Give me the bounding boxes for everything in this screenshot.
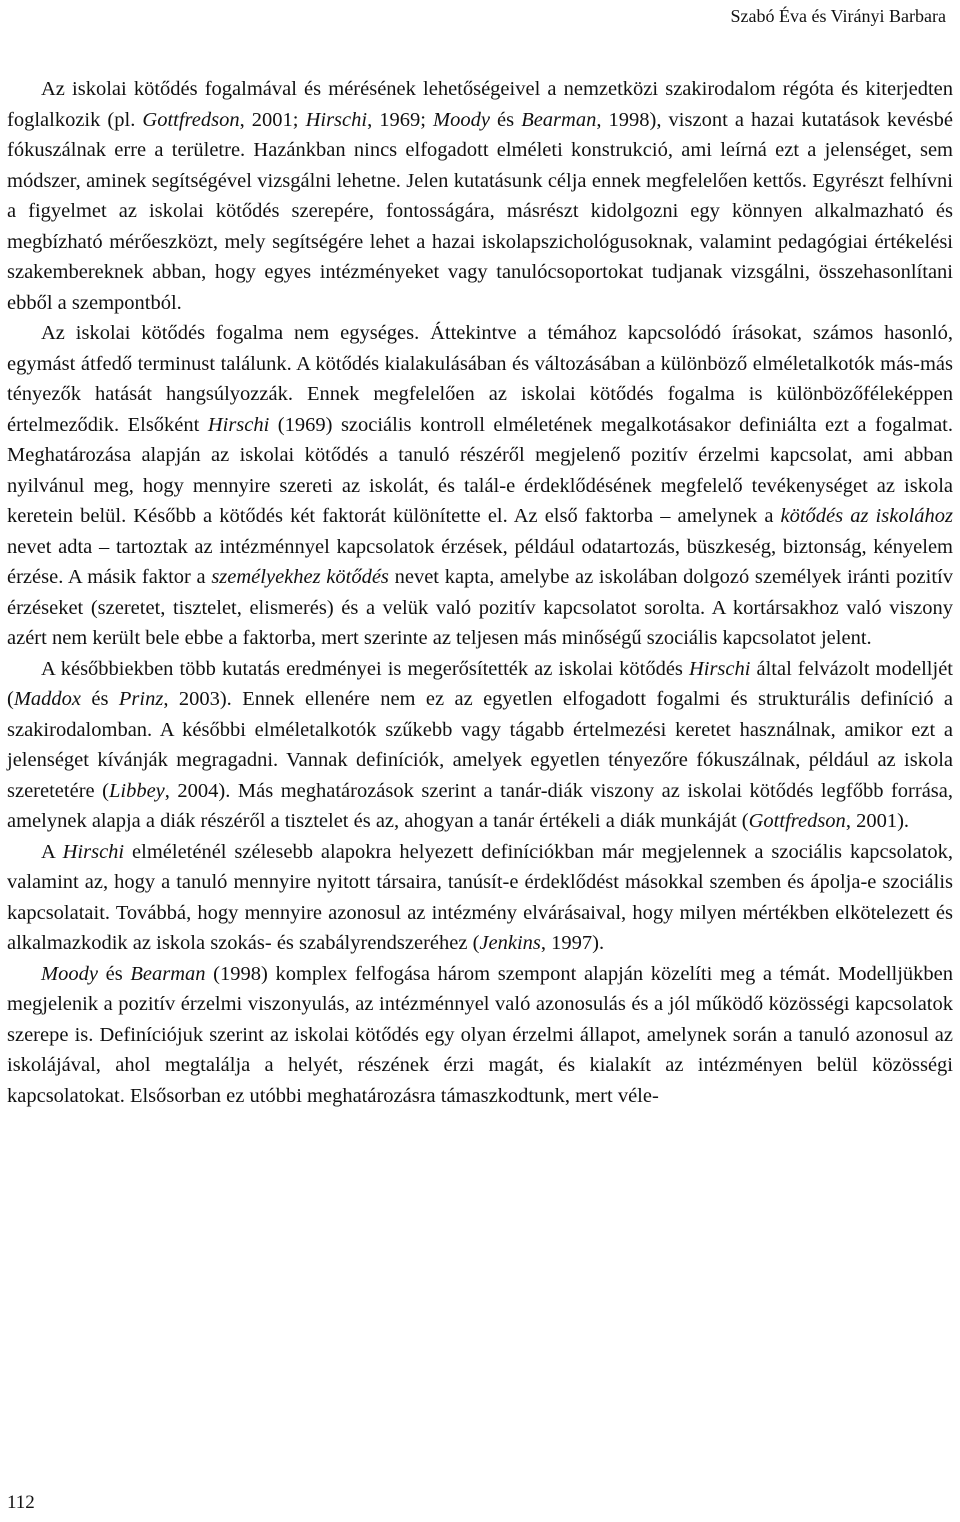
text-run: , 1969;: [367, 108, 434, 131]
italic-citation: Moody: [41, 962, 98, 985]
italic-citation: Jenkins: [479, 932, 541, 954]
italic-citation: Prinz: [118, 688, 164, 710]
text-run: , 2001;: [239, 108, 306, 131]
paragraph: [7, 959, 953, 1112]
italic-citation: Libbey: [108, 779, 165, 802]
page-number: 112: [7, 1492, 35, 1513]
text-run: nevet kapta, amelybe az iskolában dolgozó személyek iránti pozitív érzéseket (szeretet, tisztelet, elismerés) és a velük való pozitív kapcsolatot sorolta. A kortársakhoz való viszony azért nem került bele ebbe a faktorba, mert szerinte az teljesen más minőségű szociális kapcsolatot jelent.: [7, 566, 953, 649]
paragraph: [7, 74, 953, 318]
text-run: A: [41, 840, 63, 863]
text-run: és: [489, 108, 522, 131]
italic-citation: Hirschi: [688, 657, 751, 680]
text-run: , 2003). Ennek ellenére nem ez az egyetlen elfogadott fogalmi és strukturális definíció a szakirodalomban. A későbbi elméletalkotók szűkebb vagy tágabb értelmezési keretet használnak, amikor ezt a jelenséget kívánják megragadni. Vannak definíciók, amelyek egyetlen tényezőre fókuszálnak, például az iskola szeretetére (: [7, 688, 954, 802]
italic-citation: Maddox: [13, 688, 82, 710]
italic-citation: Moody: [433, 108, 490, 131]
text-run: , 1998), viszont a hazai kutatások kevésbé fókuszálnak erre a területre. Hazánkban nincs elfogadott elméleti konstrukció, ami leírná ezt a jelenséget, sem módszer, aminek segítségével vizsgálni lehetne. Jelen kutatásunk célja ennek megfelelően kettős. Egyrészt felhívni a figyelmet az iskolai kötődés szerepére, fontosságára, másrészt kidolgozni egy könnyen alkalmazható és megbízható mérőeszközt, mely segítségére lehet a hazai iskolapszichológusoknak, valamint pedagógiai értékelési szakembereknek abban, hogy egyes intézményeket vagy tanulócsoportokat tudjanak vizsgálni, összehasonlítani ebből a szempontból.: [7, 108, 953, 314]
article-body: [7, 74, 953, 1111]
italic-citation: kötődés az iskolához: [780, 505, 953, 527]
text-run: nevet adta – tartoztak az intézménnyel kapcsolatok érzések, például odatartozás, büszkeség, biztonság, kényelem érzése. A másik faktor a: [7, 535, 953, 588]
text-run: , 2001).: [845, 810, 910, 832]
italic-citation: Hirschi: [207, 413, 270, 436]
text-run: (1998) komplex felfogása három szempont alapján közelíti meg a témát. Modelljükben megjelenik a pozitív érzelmi viszonyulás, az intézménnyel való azonosulás és a jól működő közösségi kapcsolatok szerepe is. Definíciójuk szerint az iskolai kötődés egy olyan érzelmi állapot, amelynek során a tanuló azonosul az iskolájával, ahol megtalálja a helyét, részének érzi magát, és kialakít az intézményen belül közösségi kapcsolatokat. Elsősorban ez utóbbi meghatározásra támaszkodtunk, mert véle-: [7, 962, 953, 1107]
text-run: , 2004). Más meghatározások szerint a tanár-diák viszony az iskolai kötődés legfőbb forrása, amelynek alapja a diák részéről a tisztelet és az, ahogyan a tanár értékeli a diák munkáját (: [7, 779, 953, 832]
text-run: Az iskolai kötődés fogalma nem egységes. Áttekintve a témához kapcsolódó írásokat, számos hasonló, egymást átfedő terminust találunk. A kötődés kialakulásában és változásában a különböző elméletalkotók más-más tényezők hatását hangsúlyozzák. Ennek megfelelően az iskolai kötődés fogalma is különbözőféleképpen értelmeződik. Elsőként: [7, 322, 953, 436]
paragraph: [7, 318, 953, 654]
italic-citation: Hirschi: [305, 108, 368, 131]
italic-citation: Bearman: [521, 108, 597, 131]
italic-citation: személyekhez kötődés: [211, 566, 389, 588]
text-run: és: [81, 688, 119, 710]
text-run: A későbbiekben több kutatás eredményei is megerősítették az iskolai kötődés: [41, 657, 689, 680]
text-run: (1969) szociális kontroll elméletének megalkotásakor definiálta ezt a fogalmat. Meghatározása alapján az iskolai kötődés a tanuló részéről megjelenő pozitív érzelmi kapcsolat, ami abban nyilvánul meg, hogy mennyire szereti az iskolát, és talál-e érdeklődésének megfelelő tevékenységet az iskola keretein belül. Később a kötődés két faktorát különítette el. Az első faktorba – amelynek a: [7, 413, 953, 527]
text-run: elméleténél szélesebb alapokra helyezett definíciókban már megjelennek a szociális kapcsolatok, valamint az, hogy a tanuló mennyire nyitott társaira, tanúsít-e érdeklődést másokkal szemben és ápolja-e szociális kapcsolatait. Továbbá, hogy mennyire azonosul az intézmény elvárásaival, hogy milyen mértékben elkötelezett és alkalmazkodik az iskola szokás- és szabályrendszeréhez (: [7, 840, 953, 954]
italic-citation: Gottfredson: [748, 810, 846, 832]
paragraph: [7, 837, 953, 959]
paragraph: [7, 654, 953, 837]
text-run: Az iskolai kötődés fogalmával és mérésének lehetőségeivel a nemzetközi szakirodalom régóta és kiterjedten foglalkozik (pl.: [7, 78, 953, 131]
running-header: Szabó Éva és Virányi Barbara: [730, 6, 946, 26]
italic-citation: Hirschi: [62, 840, 125, 863]
text-run: által felvázolt modelljét (: [7, 657, 953, 710]
text-run: és: [97, 962, 131, 985]
italic-citation: Bearman: [130, 962, 206, 985]
text-run: , 1997).: [540, 932, 605, 954]
italic-citation: Gottfredson: [142, 108, 240, 131]
